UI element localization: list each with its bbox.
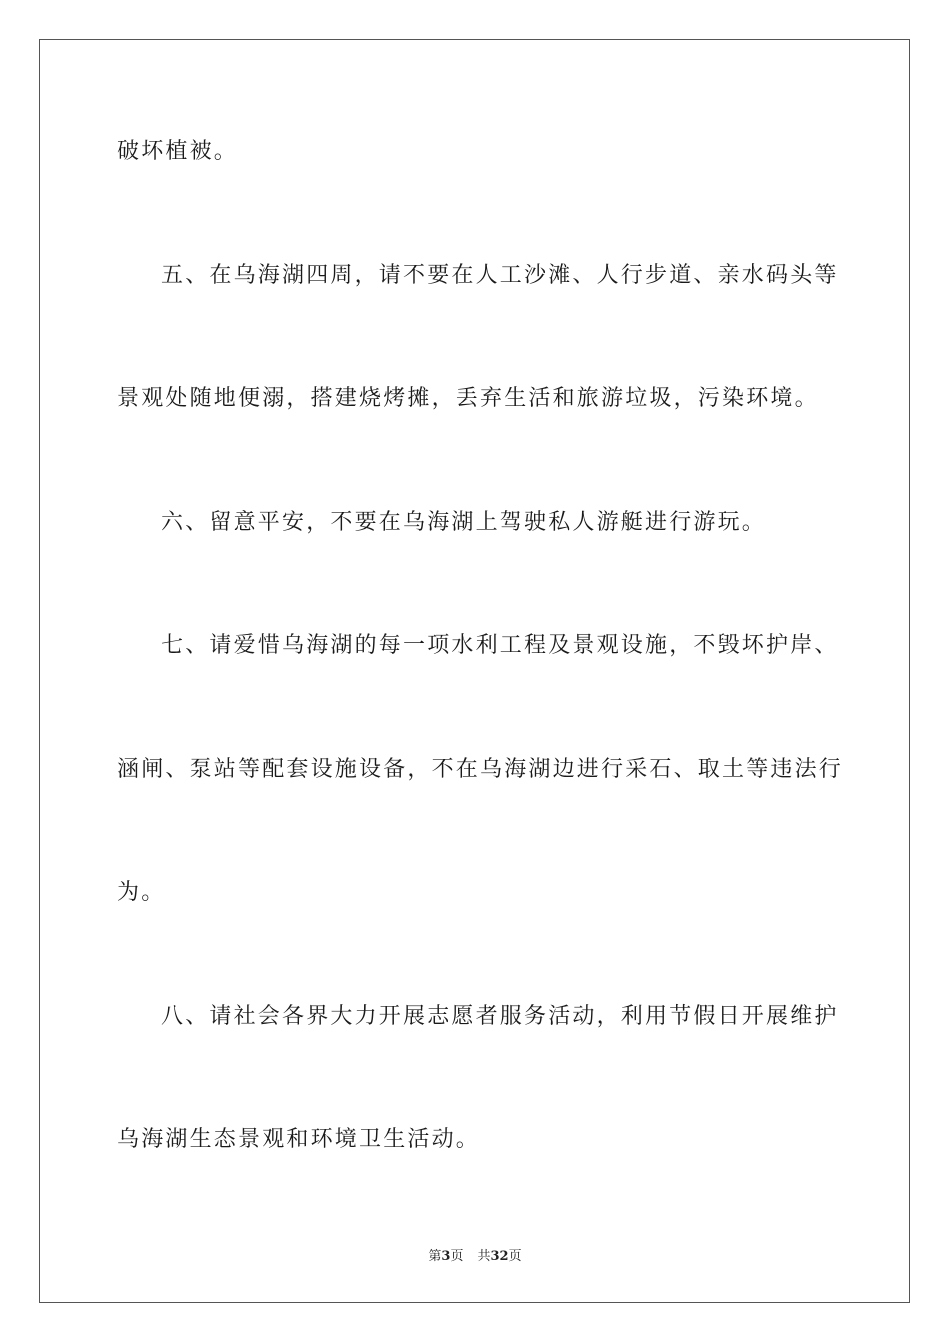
footer-total-prefix: 共 bbox=[477, 1249, 491, 1264]
page-footer bbox=[0, 1248, 950, 1266]
body-line-1: 破坏植被。 bbox=[117, 139, 239, 164]
footer-page-prefix: 第 bbox=[428, 1249, 442, 1264]
footer-total-pages: 32 bbox=[490, 1249, 509, 1264]
page-border bbox=[39, 39, 910, 1303]
paragraph-5-line-2: 景观处随地便溺，搭建烧烤摊，丢弃生活和旅游垃圾，污染环境。 bbox=[117, 386, 819, 411]
paragraph-8-line-1: 八、请社会各界大力开展志愿者服务活动，利用节假日开展维护 bbox=[161, 1004, 839, 1029]
footer-total-suffix: 页 bbox=[508, 1249, 522, 1264]
paragraph-7-line-3: 为。 bbox=[117, 880, 166, 905]
paragraph-7-line-1: 七、请爱惜乌海湖的每一项水利工程及景观设施，不毁坏护岸、 bbox=[161, 633, 839, 658]
footer-page-number: 3 bbox=[441, 1249, 451, 1264]
paragraph-8-line-2: 乌海湖生态景观和环境卫生活动。 bbox=[117, 1127, 481, 1152]
paragraph-7-line-2: 涵闸、泵站等配套设施设备，不在乌海湖边进行采石、取土等违法行 bbox=[117, 757, 844, 782]
paragraph-6-line-1: 六、留意平安，不要在乌海湖上驾驶私人游艇进行游玩。 bbox=[161, 510, 767, 535]
footer-page-suffix: 页 bbox=[450, 1249, 464, 1264]
paragraph-5-line-1: 五、在乌海湖四周，请不要在人工沙滩、人行步道、亲水码头等 bbox=[161, 263, 839, 288]
